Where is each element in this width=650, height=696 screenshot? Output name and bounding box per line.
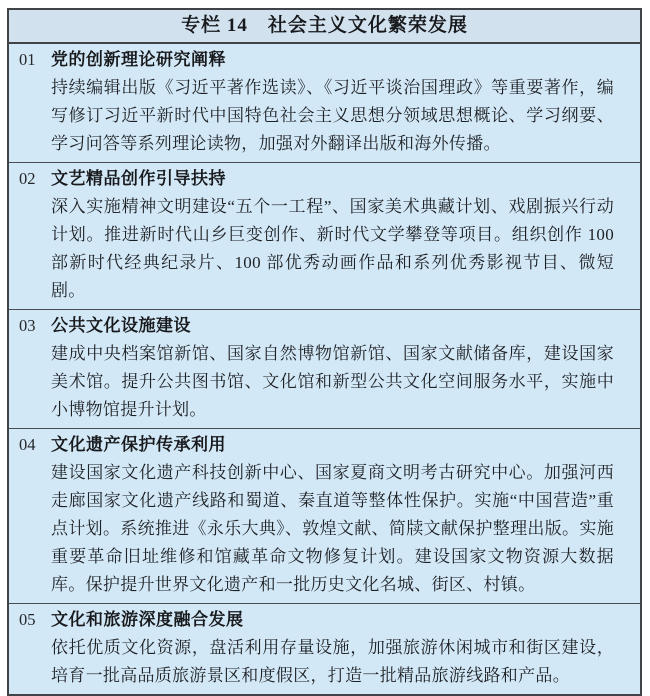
- column-panel: [7, 8, 642, 696]
- section-number: 01: [19, 50, 36, 69]
- section-body: 依托优质文化资源，盘活利用存量设施，加强旅游休闲城市和街区建设，培育一批高品质旅游景区和度假区，打造一批精品旅游线路和产品。: [51, 638, 614, 685]
- section-header: [19, 606, 614, 634]
- section-body: 建设国家文化遗产科技创新中心、国家夏商文明考古研究中心。加强河西走廊国家文化遗产线路和蜀道、秦直道等整体性保护。实施“中国营造”重点计划。系统推进《永乐大典》、敦煌文献、简牍文献保护整理出版。实施重要革命旧址维修和馆藏革命文物修复计划。建设国家文物资源大数据库。保护提升世界文化遗产和一批历史文化名城、街区、村镇。: [51, 463, 614, 594]
- section-number: 05: [19, 610, 36, 629]
- section-header: [19, 431, 614, 459]
- section-body: 深入实施精神文明建设“五个一工程”、国家美术典藏计划、戏剧振兴行动计划。推进新时代山乡巨变创作、新时代文学攀登等项目。组织创作 100 部新时代经典纪录片、100 部优秀动画作品和系列优秀影视节目、微短剧。: [51, 197, 614, 300]
- section-03: [9, 310, 640, 429]
- section-02: [9, 163, 640, 310]
- section-header: [19, 46, 614, 74]
- section-heading: 文艺精品创作引导扶持: [51, 169, 226, 188]
- section-heading: 文化遗产保护传承利用: [51, 435, 226, 454]
- section-header: [19, 165, 614, 193]
- section-number: 02: [19, 169, 36, 188]
- section-heading: 公共文化设施建设: [51, 316, 191, 335]
- section-01: [9, 44, 640, 163]
- section-04: [9, 429, 640, 604]
- section-body: 持续编辑出版《习近平著作选读》、《习近平谈治国理政》等重要著作，编写修订习近平新时代中国特色社会主义思想分领域思想概论、学习纲要、学习问答等系列理论读物，加强对外翻译出版和海外传播。: [51, 78, 614, 153]
- section-header: [19, 312, 614, 340]
- section-body: 建成中央档案馆新馆、国家自然博物馆新馆、国家文献储备库，建设国家美术馆。提升公共图书馆、文化馆和新型公共文化空间服务水平，实施中小博物馆提升计划。: [51, 344, 614, 419]
- panel-title: 专栏 14 社会主义文化繁荣发展: [9, 10, 640, 44]
- section-heading: 文化和旅游深度融合发展: [51, 610, 244, 629]
- section-05: [9, 604, 640, 694]
- section-number: 03: [19, 316, 36, 335]
- section-number: 04: [19, 435, 36, 454]
- section-heading: 党的创新理论研究阐释: [51, 50, 226, 69]
